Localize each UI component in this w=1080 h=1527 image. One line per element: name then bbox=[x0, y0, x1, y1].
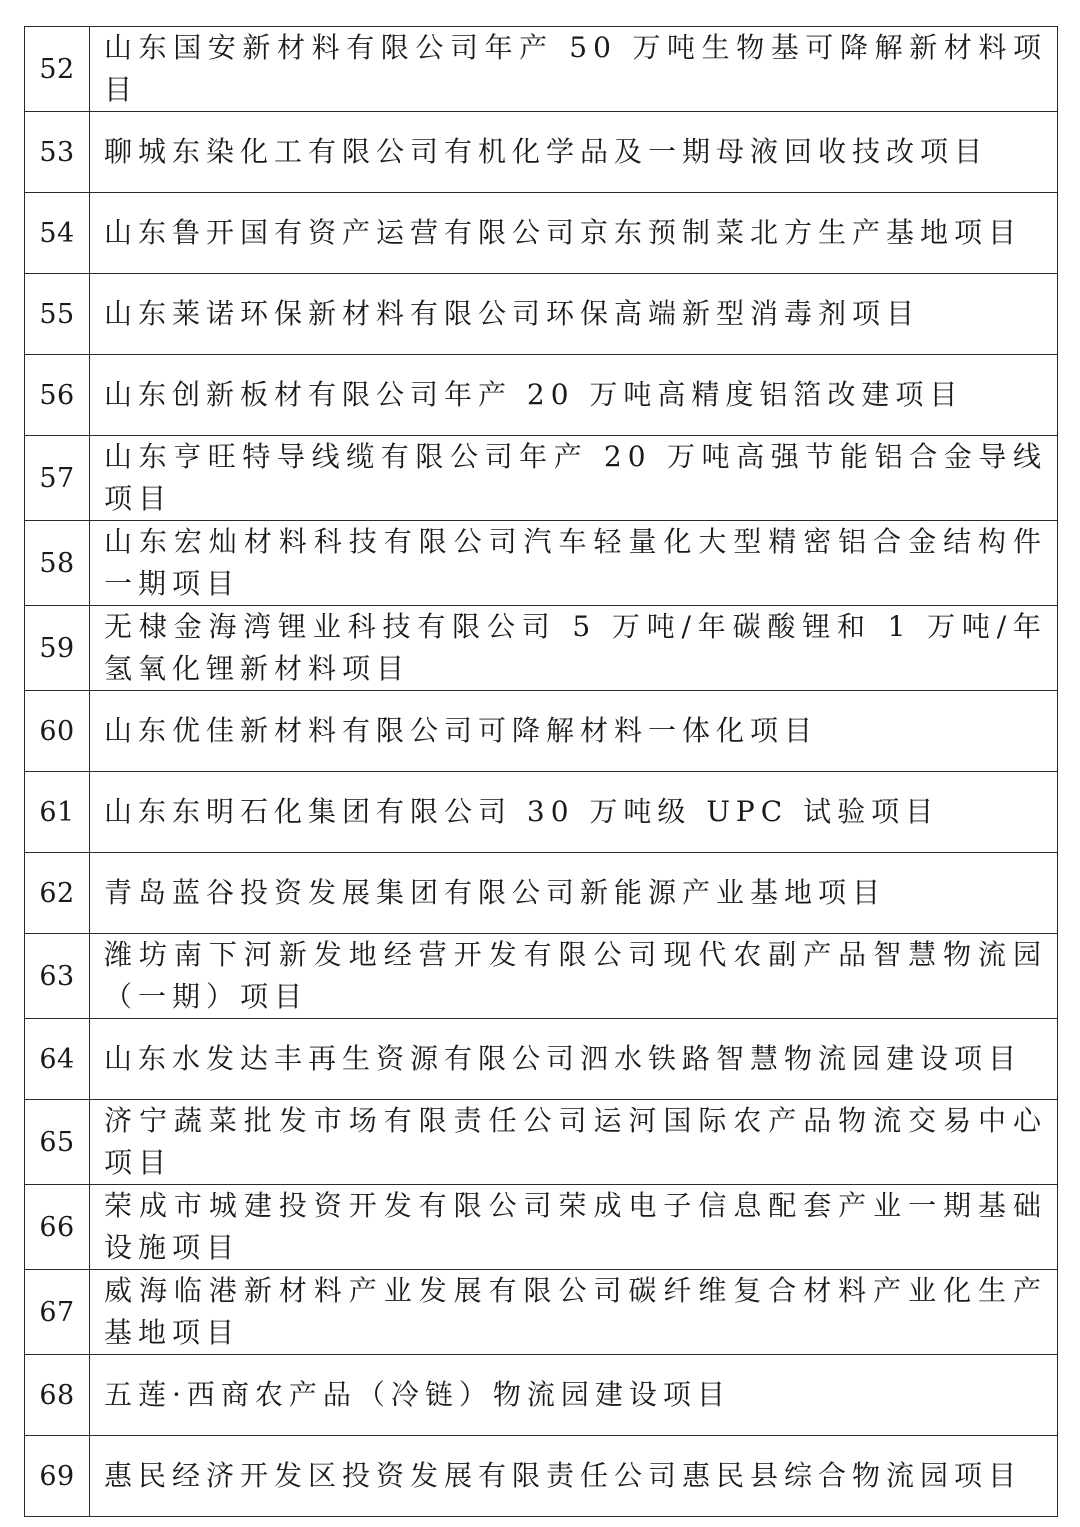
project-name: 威海临港新材料产业发展有限公司碳纤维复合材料产业化生产基地项目 bbox=[90, 1270, 1058, 1355]
row-number: 63 bbox=[25, 934, 90, 1019]
project-name: 惠民经济开发区投资发展有限责任公司惠民县综合物流园项目 bbox=[90, 1436, 1058, 1517]
table-row bbox=[25, 1270, 1058, 1355]
project-name: 山东亨旺特导线缆有限公司年产 20 万吨高强节能铝合金导线项目 bbox=[90, 436, 1058, 521]
project-name: 青岛蓝谷投资发展集团有限公司新能源产业基地项目 bbox=[90, 853, 1058, 934]
table-row bbox=[25, 1019, 1058, 1100]
table-row bbox=[25, 112, 1058, 193]
table-row bbox=[25, 691, 1058, 772]
project-name: 山东宏灿材料科技有限公司汽车轻量化大型精密铝合金结构件一期项目 bbox=[90, 521, 1058, 606]
row-number: 52 bbox=[25, 27, 90, 112]
row-number: 61 bbox=[25, 772, 90, 853]
project-name: 山东莱诺环保新材料有限公司环保高端新型消毒剂项目 bbox=[90, 274, 1058, 355]
table-row bbox=[25, 606, 1058, 691]
project-name: 山东创新板材有限公司年产 20 万吨高精度铝箔改建项目 bbox=[90, 355, 1058, 436]
table-row bbox=[25, 274, 1058, 355]
table-body bbox=[25, 27, 1058, 1517]
project-name: 山东优佳新材料有限公司可降解材料一体化项目 bbox=[90, 691, 1058, 772]
project-name: 潍坊南下河新发地经营开发有限公司现代农副产品智慧物流园（一期）项目 bbox=[90, 934, 1058, 1019]
project-name: 山东水发达丰再生资源有限公司泗水铁路智慧物流园建设项目 bbox=[90, 1019, 1058, 1100]
table-row bbox=[25, 772, 1058, 853]
row-number: 66 bbox=[25, 1185, 90, 1270]
table-row bbox=[25, 355, 1058, 436]
project-name: 无棣金海湾锂业科技有限公司 5 万吨/年碳酸锂和 1 万吨/年氢氧化锂新材料项目 bbox=[90, 606, 1058, 691]
row-number: 60 bbox=[25, 691, 90, 772]
row-number: 67 bbox=[25, 1270, 90, 1355]
row-number: 62 bbox=[25, 853, 90, 934]
row-number: 57 bbox=[25, 436, 90, 521]
table-row bbox=[25, 1355, 1058, 1436]
table-row bbox=[25, 27, 1058, 112]
table-row bbox=[25, 1100, 1058, 1185]
table-row bbox=[25, 1185, 1058, 1270]
project-name: 聊城东染化工有限公司有机化学品及一期母液回收技改项目 bbox=[90, 112, 1058, 193]
row-number: 65 bbox=[25, 1100, 90, 1185]
row-number: 69 bbox=[25, 1436, 90, 1517]
row-number: 59 bbox=[25, 606, 90, 691]
table-row bbox=[25, 934, 1058, 1019]
row-number: 58 bbox=[25, 521, 90, 606]
table-row bbox=[25, 1436, 1058, 1517]
project-name: 荣成市城建投资开发有限公司荣成电子信息配套产业一期基础设施项目 bbox=[90, 1185, 1058, 1270]
row-number: 53 bbox=[25, 112, 90, 193]
row-number: 55 bbox=[25, 274, 90, 355]
table-row bbox=[25, 521, 1058, 606]
row-number: 54 bbox=[25, 193, 90, 274]
project-name: 山东鲁开国有资产运营有限公司京东预制菜北方生产基地项目 bbox=[90, 193, 1058, 274]
row-number: 56 bbox=[25, 355, 90, 436]
project-name: 山东东明石化集团有限公司 30 万吨级 UPC 试验项目 bbox=[90, 772, 1058, 853]
project-name: 济宁蔬菜批发市场有限责任公司运河国际农产品物流交易中心项目 bbox=[90, 1100, 1058, 1185]
row-number: 64 bbox=[25, 1019, 90, 1100]
project-name: 山东国安新材料有限公司年产 50 万吨生物基可降解新材料项目 bbox=[90, 27, 1058, 112]
project-list-table bbox=[24, 26, 1058, 1517]
table-row bbox=[25, 853, 1058, 934]
row-number: 68 bbox=[25, 1355, 90, 1436]
table-row bbox=[25, 436, 1058, 521]
table-row bbox=[25, 193, 1058, 274]
project-name: 五莲·西商农产品（冷链）物流园建设项目 bbox=[90, 1355, 1058, 1436]
